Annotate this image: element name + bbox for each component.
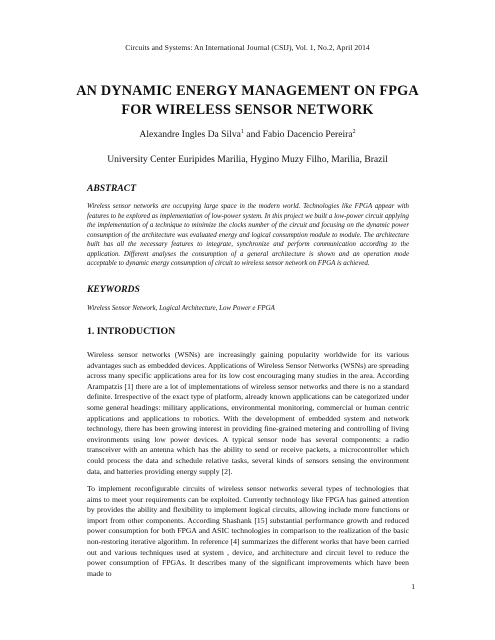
abstract-body: Wireless sensor networks are occupying large space in the modern world. Technologies like FPGA appear with features to be explored as implementation of low-power system. In this project we built a low-power circuit applying the implementation of a technique to minimize the clocks number of the circuit and focusing on the dynamic power consumption of the architecture was evaluated energy and logical consumption module to module. The architecture built has all the necessary features to integrate, synchronize and perform communication according to the application. Different analyses the consumption of a general architecture is shown and an operation mode acceptable to dynamic energy consumption of circuit to wireless sensor network on FPGA is achieved. bbox=[87, 203, 409, 268]
author-2: Fabio Dacencio Pereira bbox=[262, 129, 353, 140]
section-heading-introduction: 1. INTRODUCTION bbox=[87, 326, 176, 337]
keywords-body: Wireless Sensor Network, Logical Architecture, Low Power e FPGA bbox=[87, 305, 275, 312]
page-number: 1 bbox=[411, 582, 415, 591]
author-list bbox=[0, 129, 495, 140]
abstract-heading: ABSTRACT bbox=[87, 183, 137, 194]
intro-paragraph-1: Wireless sensor networks (WSNs) are increasingly gaining popularity worldwide for its various advantages such as embedded devices. Applications of Wireless Sensor Networks (WSNs) are spreading across many specific applications area for its low cost encouraging many studies in the area. According Arampatzis [1] there are a lot of implementations of wireless sensor networks and there is no a standard definite. Irrespective of the exact type of platform, already known applications can be categorized under some general headings: military applications, environmental monitoring, commercial or human centric applications and applications to robotics. With the development of embedded system and network technology, there has been growing interest in providing fine-grained metering and controlling of living environments using low power devices. A typical sensor node has several components: a radio transceiver with an antenna which has the ability to send or receive packets, a microcontroller which could process the data and schedule relative tasks, several kinds of sensors sensing the environment data, and batteries providing energy supply [2]. bbox=[87, 350, 409, 476]
running-header: Circuits and Systems: An International Journal (CSIJ), Vol. 1, No.2, April 2014 bbox=[125, 43, 370, 52]
title-line-2: FOR WIRELESS SENSOR NETWORK bbox=[121, 102, 374, 118]
author-2-affiliation-mark: 2 bbox=[352, 129, 356, 135]
keywords-heading: KEYWORDS bbox=[87, 284, 140, 295]
author-1: Alexandre Ingles Da Silva bbox=[139, 129, 241, 140]
affiliation: University Center Euripides Marilia, Hygino Muzy Filho, Marilia, Brazil bbox=[107, 154, 388, 165]
paper-title bbox=[40, 82, 455, 120]
title-line-1: AN DYNAMIC ENERGY MANAGEMENT ON FPGA bbox=[76, 83, 419, 99]
author-1-affiliation-mark: 1 bbox=[240, 129, 244, 135]
intro-paragraph-2: To implement reconfigurable circuits of wireless sensor networks several types of technologies that aims to meet your requirements can be exploited. Currently technology like FPGA has gained attention by provides the ability and flexibility to implement logical circuits, allowing include more functions or import from other components. According Shashank [15] substantial performance growth and reduced power consumption for both FPGA and ASIC technologies in comparison to the realization of the basic non-restoring iterative algorithm. In reference [4] summarizes the different works that have been carried out and various techniques used at system , device, and architecture and circuit level to reduce the power consumption of FPGAs. It describes many of the significant improvements which have been made to bbox=[87, 484, 409, 578]
author-conjunction: and bbox=[243, 129, 263, 140]
